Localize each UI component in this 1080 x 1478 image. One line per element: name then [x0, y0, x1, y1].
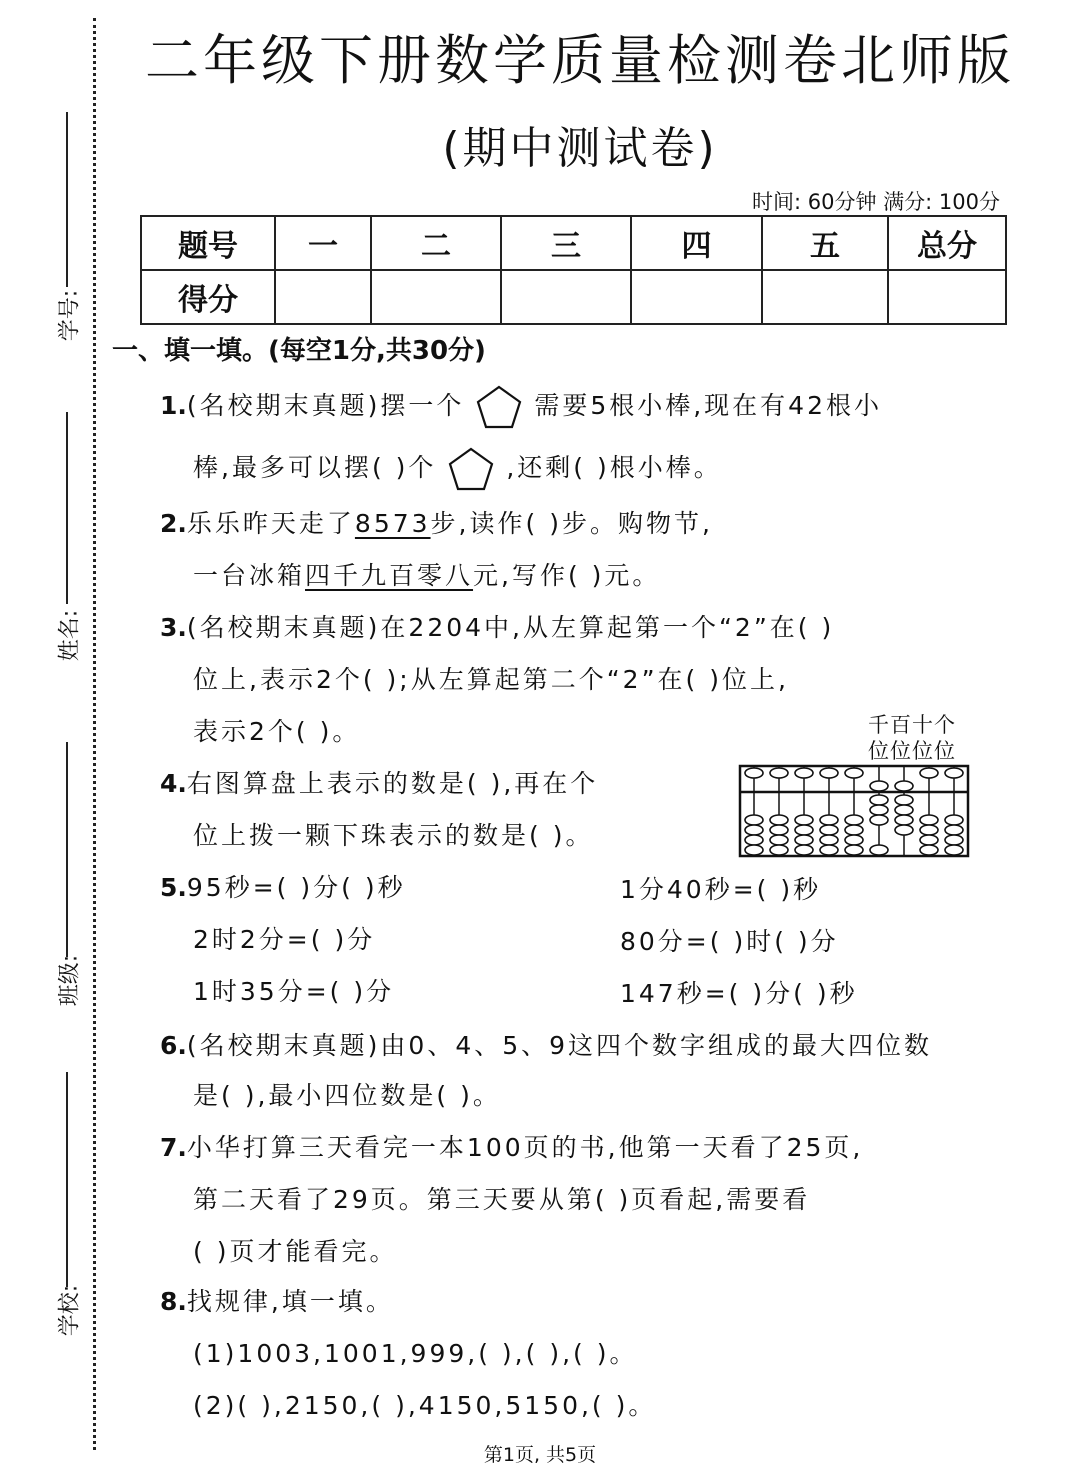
question-7-line-1	[160, 1128, 863, 1164]
q2-text-d: 元,写作( )元。	[473, 561, 661, 590]
question-2-line-1	[160, 504, 713, 540]
name-line[interactable]	[66, 412, 68, 604]
question-5-left-1	[160, 868, 406, 904]
question-number: 5.	[160, 873, 187, 902]
question-6-line-2: 是( ),最小四位数是( )。	[193, 1081, 501, 1110]
abacus-lower-bead	[820, 835, 838, 845]
abacus-label-bottom: 位位位位	[868, 739, 956, 763]
abacus-lower-bead	[870, 805, 888, 815]
q2-text-a: 乐乐昨天走了	[186, 509, 355, 538]
binding-dashed-line	[93, 18, 96, 1450]
question-8-line-1: (1)1003,1001,999,( ),( ),( )。	[193, 1339, 638, 1368]
question-3-line-2: 位上,表示2个( );从左算起第二个“2”在( )位上,	[193, 665, 789, 694]
question-number: 7.	[160, 1133, 187, 1162]
score-cell[interactable]	[275, 270, 371, 324]
page-title: 二年级下册数学质量检测卷北师版	[145, 29, 1015, 92]
q4-text-a: 右图算盘上表示的数是( ),再在个	[186, 769, 599, 798]
abacus-upper-bead	[745, 768, 763, 778]
header-cell: 五	[762, 216, 888, 270]
score-cell[interactable]	[762, 270, 888, 324]
question-8-title	[160, 1282, 394, 1318]
score-cell[interactable]	[888, 270, 1006, 324]
score-table-score-row	[141, 270, 1006, 324]
abacus-lower-bead	[945, 815, 963, 825]
q2-text-b: 步,读作( )步。购物节,	[430, 509, 713, 538]
question-5-right-2: 80分=( )时( )分	[620, 927, 839, 956]
abacus-lower-bead	[920, 835, 938, 845]
time-info: 时间: 60分钟 满分: 100分	[752, 190, 1000, 214]
question-1-line-2	[193, 446, 722, 492]
score-row-label: 得分	[141, 270, 275, 324]
question-8-line-2: (2)( ),2150,( ),4150,5150,( )。	[193, 1391, 657, 1420]
q6-text-a: (名校期末真题)由0、4、5、9这四个数字组成的最大四位数	[186, 1031, 933, 1060]
abacus-lower-bead	[770, 845, 788, 855]
abacus-lower-bead	[845, 845, 863, 855]
abacus-lower-bead	[870, 815, 888, 825]
question-number: 2.	[160, 509, 187, 538]
abacus-upper-bead	[920, 768, 938, 778]
school-line[interactable]	[66, 1072, 68, 1287]
school-label: 学校:	[57, 1284, 83, 1337]
abacus-lower-bead	[845, 825, 863, 835]
abacus-lower-bead	[920, 845, 938, 855]
question-5-left-3: 1时35分=( )分	[193, 977, 395, 1006]
abacus-lower-bead	[895, 825, 913, 835]
question-5-right-3: 147秒=( )分( )秒	[620, 979, 858, 1008]
question-3-line-1	[160, 608, 834, 644]
score-table	[140, 215, 1007, 325]
q7-text-a: 小华打算三天看完一本100页的书,他第一天看了25页,	[186, 1133, 864, 1162]
abacus-lower-bead	[770, 835, 788, 845]
abacus-lower-bead	[845, 815, 863, 825]
q1-text-a: (名校期末真题)摆一个	[186, 391, 465, 420]
student-id-label: 学号:	[57, 289, 83, 342]
q1-text-c: 棒,最多可以摆( )个	[193, 453, 437, 482]
question-number: 1.	[160, 391, 187, 420]
abacus-lower-bead	[920, 825, 938, 835]
abacus-upper-bead	[870, 781, 888, 791]
page-footer: 第1页, 共5页	[483, 1444, 597, 1466]
q2-text-c: 一台冰箱	[193, 561, 306, 590]
q8-text-a: 找规律,填一填。	[186, 1287, 394, 1316]
abacus-lower-bead	[795, 825, 813, 835]
abacus-lower-bead	[945, 825, 963, 835]
abacus-lower-bead	[945, 845, 963, 855]
q3-text-a: (名校期末真题)在2204中,从左算起第一个“2”在( )	[186, 613, 835, 642]
abacus-lower-bead	[870, 845, 888, 855]
q5-left-item: 95秒=( )分( )秒	[186, 873, 406, 902]
question-3-line-3: 表示2个( )。	[193, 717, 361, 746]
question-6-line-1	[160, 1026, 932, 1062]
abacus-upper-bead	[795, 768, 813, 778]
header-cell: 总分	[888, 216, 1006, 270]
abacus-lower-bead	[895, 805, 913, 815]
class-line[interactable]	[66, 742, 68, 957]
score-table-header-row	[141, 216, 1006, 270]
abacus-lower-bead	[745, 845, 763, 855]
q1-text-d: ,还剩( )根小棒。	[506, 453, 722, 482]
question-5-right-1: 1分40秒=( )秒	[620, 875, 822, 904]
score-cell[interactable]	[371, 270, 501, 324]
section-1-title: 一、填一填。(每空1分,共30分)	[112, 336, 486, 366]
pentagon-icon	[475, 384, 523, 430]
page-subtitle: (期中测试卷)	[442, 123, 718, 174]
abacus-upper-bead	[945, 768, 963, 778]
abacus-lower-bead	[795, 845, 813, 855]
abacus-lower-bead	[795, 815, 813, 825]
abacus-lower-bead	[870, 795, 888, 805]
abacus-lower-bead	[770, 815, 788, 825]
q2-underlined-words: 四千九百零八	[305, 561, 474, 590]
header-cell: 题号	[141, 216, 275, 270]
abacus-lower-bead	[820, 845, 838, 855]
abacus-lower-bead	[745, 825, 763, 835]
pentagon-icon	[447, 446, 495, 492]
header-cell: 四	[631, 216, 762, 270]
header-cell: 一	[275, 216, 371, 270]
question-number: 8.	[160, 1287, 187, 1316]
q1-text-b: 需要5根小棒,现在有42根小	[534, 391, 882, 420]
abacus-upper-bead	[770, 768, 788, 778]
abacus-lower-bead	[820, 825, 838, 835]
abacus-upper-bead	[845, 768, 863, 778]
header-cell: 三	[501, 216, 631, 270]
name-label: 姓名:	[57, 609, 83, 662]
abacus-lower-bead	[845, 835, 863, 845]
abacus-lower-bead	[745, 815, 763, 825]
question-4-line-2: 位上拨一颗下珠表示的数是( )。	[193, 821, 594, 850]
abacus-lower-bead	[820, 815, 838, 825]
abacus-lower-bead	[745, 835, 763, 845]
abacus-lower-bead	[770, 825, 788, 835]
question-7-line-3: ( )页才能看完。	[193, 1237, 398, 1266]
question-1-line-1	[160, 384, 882, 430]
abacus-label-top: 千百十个	[868, 713, 956, 737]
question-number: 6.	[160, 1031, 187, 1060]
score-cell[interactable]	[501, 270, 631, 324]
abacus-lower-bead	[895, 795, 913, 805]
abacus-lower-bead	[895, 815, 913, 825]
class-label: 班级:	[57, 954, 83, 1007]
question-4-line-1	[160, 764, 598, 800]
abacus-lower-bead	[795, 835, 813, 845]
question-7-line-2: 第二天看了29页。第三天要从第( )页看起,需要看	[193, 1185, 811, 1214]
question-number: 4.	[160, 769, 187, 798]
abacus-figure	[738, 764, 970, 858]
abacus-lower-bead	[945, 835, 963, 845]
q2-underlined-number: 8573	[354, 509, 431, 538]
abacus-place-labels	[868, 712, 956, 764]
question-number: 3.	[160, 613, 187, 642]
header-cell: 二	[371, 216, 501, 270]
abacus-upper-bead	[895, 781, 913, 791]
question-5-left-2: 2时2分=( )分	[193, 925, 376, 954]
abacus-upper-bead	[820, 768, 838, 778]
question-2-line-2	[193, 556, 660, 592]
abacus-lower-bead	[920, 815, 938, 825]
score-cell[interactable]	[631, 270, 762, 324]
